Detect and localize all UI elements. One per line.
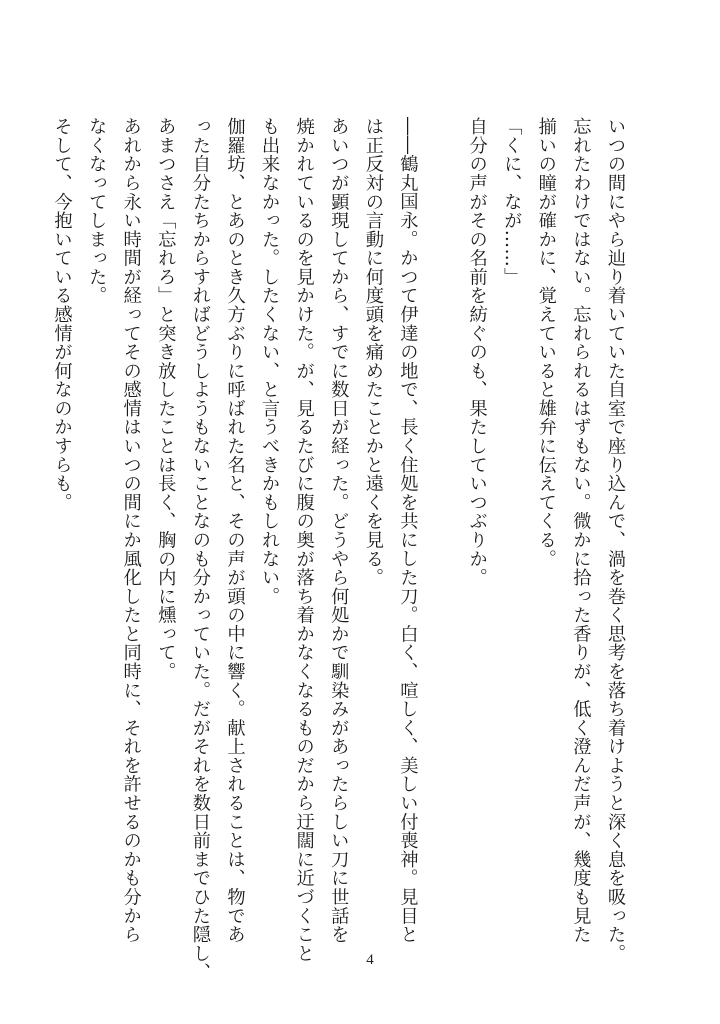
text-line: は正反対の言動に何度頭を痛めたことかと遠くを見る。 — [362, 117, 384, 587]
text-line: も出来なかった。したくない、と言うべきかもしれない。 — [259, 117, 281, 606]
blank-line — [424, 117, 459, 947]
text-line: 焼かれているのを見かけた。が、見るたびに腹の奥が落ち着かなくなるものだから迂闊に近づくこと — [293, 117, 315, 963]
page-number: 4 — [366, 952, 374, 968]
text-line: 「くに、なが……」 — [501, 117, 523, 287]
text-line: った自分たちからすればどうしようもないことなのも分かっていた。だがそれを数日前までひた隠し、 — [189, 117, 211, 982]
text-line: ――鶴丸国永。かつて伊達の地で、長く住処を共にした刀。白く、喧しく、美しい付喪神。見目と — [397, 117, 419, 944]
text-line: いつの間にやら辿り着いていた自室で座り込んで、渦を巻く思考を落ち着けようと深く息を吸った。 — [605, 117, 626, 963]
text-line: あまつさえ「忘れろ」と突き放したことは長く、胸の内に燻って。 — [155, 117, 177, 681]
vertical-text-body — [44, 117, 632, 982]
text-line: あいつが顕現してから、すでに数日が経った。どうやら何処かで馴染みがあったらしい刀に世話を — [328, 117, 350, 944]
text-line: 伽羅坊、とあのとき久方ぶりに呼ばれた名と、その声が頭の中に響く。献上されることは、物であ — [224, 117, 246, 944]
text-line: そして、今抱いている感情が何なのかすらも。 — [51, 117, 73, 512]
text-line: 忘れたわけではない。忘れられるはずもない。微かに拾った香りが、低く澄んだ声が、幾度も見た — [570, 117, 592, 944]
text-line: あれから永い時間が経ってその感情はいつの間にか風化したと同時に、それを許せるのかも分から — [120, 117, 142, 944]
text-line: なくなってしまった。 — [86, 117, 108, 305]
text-line: 自分の声がその名前を紡ぐのも、果たしていつぶりか。 — [466, 117, 488, 587]
text-line: 揃いの瞳が確かに、覚えていると雄弁に伝えてくる。 — [535, 117, 557, 568]
